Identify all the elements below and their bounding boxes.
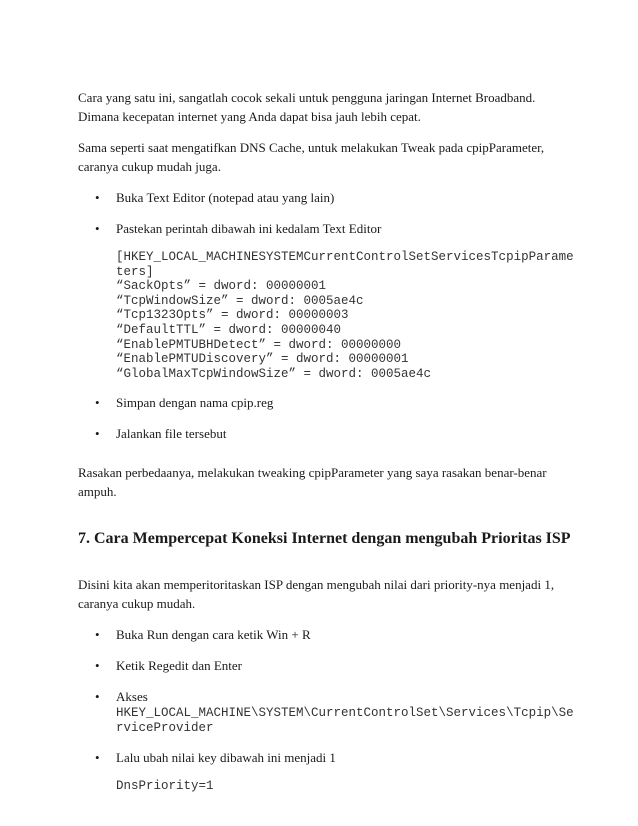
list-item — [78, 393, 578, 412]
registry-code-block: [HKEY_LOCAL_MACHINESYSTEMCurrentControlSetServicesTcpipParameters] “SackOpts” = dword: 00000001 “TcpWindowSize” = dword: 0005ae4c “Tcp1323Opts” = dword: 00000003 “DefaultTTL” = dword: 00000040 “EnablePMTUBHDetect” = dword: 00000000 “EnablePMTUDiscovery” = dword: 00000001 “GlobalMaxTcpWindowSize” = dword: 0005ae4c — [116, 250, 574, 381]
intro-paragraph: Cara yang satu ini, sangatlah cocok sekali untuk pengguna jaringan Internet Broadband. Dimana kecepatan internet yang Anda dapat bisa jauh lebih cepat. — [78, 90, 536, 124]
list-item-text: Buka Text Editor (notepad atau yang lain) — [116, 190, 335, 205]
list-item — [78, 687, 578, 735]
dns-paragraph: Sama seperti saat mengatifkan DNS Cache, untuk melakukan Tweak pada cpipParameter, caranya cukup mudah juga. — [78, 140, 545, 174]
isp-steps-list — [78, 625, 578, 793]
dns-priority-code: DnsPriority=1 — [116, 778, 214, 793]
section-heading: 7. Cara Mempercepat Koneksi Internet dengan mengubah Prioritas ISP — [78, 530, 571, 548]
list-item — [78, 424, 578, 443]
registry-path-code: HKEY_LOCAL_MACHINE\SYSTEM\CurrentControlSet\Services\Tcpip\ServiceProvider — [116, 706, 574, 735]
list-item — [78, 219, 578, 381]
list-item-text: Buka Run dengan cara ketik Win + R — [116, 627, 311, 643]
list-item — [78, 188, 578, 207]
list-item — [78, 656, 578, 675]
list-item-text: Akses — [116, 689, 148, 705]
list-item-text: Lalu ubah nilai key dibawah ini menjadi 1 — [116, 749, 336, 765]
document-page — [78, 88, 578, 805]
list-item — [78, 748, 578, 794]
tweak-steps-list — [78, 188, 578, 443]
isp-paragraph: Disini kita akan memperitoritaskan ISP dengan mengubah nilai dari priority-nya menjadi 1, caranya cukup mudah. — [78, 577, 555, 612]
list-item — [78, 625, 578, 644]
list-item-text: Ketik Regedit dan Enter — [116, 658, 242, 674]
result-paragraph: Rasakan perbedaanya, melakukan tweaking cpipParameter yang saya rasakan benar-benar ampuh. — [78, 465, 547, 500]
list-item-text: Jalankan file tersebut — [116, 426, 227, 442]
list-item-text: Pastekan perintah dibawah ini kedalam Text Editor — [116, 221, 382, 236]
list-item-text: Simpan dengan nama cpip.reg — [116, 395, 274, 411]
